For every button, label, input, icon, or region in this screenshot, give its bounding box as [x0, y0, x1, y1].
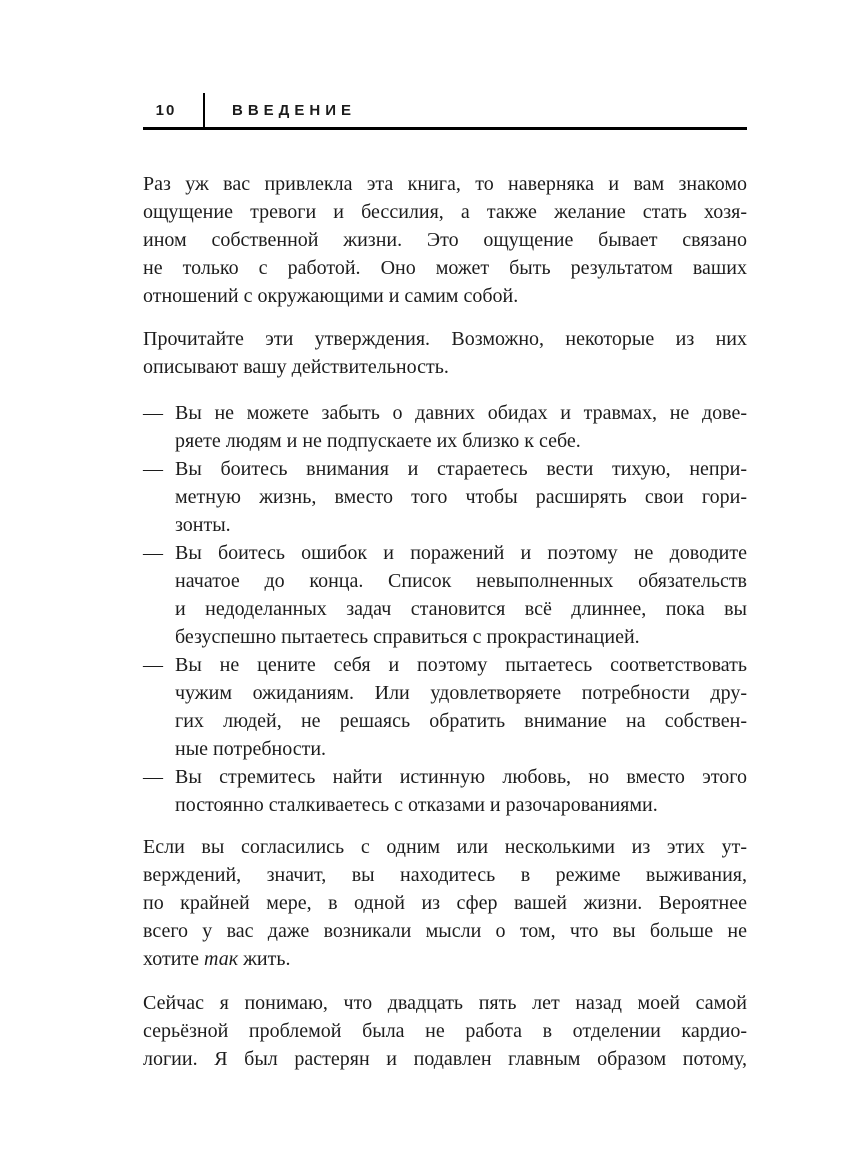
list-dash-marker: — [143, 654, 163, 676]
text-segment: хотите [143, 948, 205, 970]
text-line: гих людей, не решаясь обратить внимание на собствен- [175, 710, 747, 732]
text-line: постоянно сталкиваетесь с отказами и разочарованиями. [175, 794, 658, 816]
page-header [143, 93, 747, 130]
text-line: чужим ожиданиям. Или удовлетворяете потребности дру- [175, 682, 747, 704]
paragraph-survival-mode [143, 833, 747, 973]
list-item-text [175, 651, 747, 763]
text-line: начатое до конца. Список невыполненных обязательств [175, 570, 747, 592]
text-line: метную жизнь, вместо того чтобы расширять свои гори- [175, 486, 747, 508]
text-line: Вы не можете забыть о давних обидах и травмах, не дове- [175, 402, 747, 424]
list-item-text [175, 399, 747, 455]
list-item-text [175, 455, 747, 539]
text-segment: жить. [238, 948, 291, 970]
text-line: не только с работой. Оно может быть результатом ваших [143, 257, 747, 279]
text-line: логии. Я был растерян и подавлен главным образом потому, [143, 1048, 747, 1070]
text-line: Сейчас я понимаю, что двадцать пять лет назад моей самой [143, 992, 747, 1014]
list-item [143, 763, 747, 819]
text-line: всего у вас даже возникали мысли о том, что вы больше не [143, 920, 747, 942]
text-line: зонты. [175, 514, 231, 536]
list-item [143, 651, 747, 763]
list-dash-marker: — [143, 542, 163, 564]
list-item-text [175, 763, 747, 819]
text-line: Вы боитесь ошибок и поражений и поэтому не доводите [175, 542, 747, 564]
page-body-text [143, 170, 747, 1073]
italic-text-segment: так [204, 948, 239, 970]
paragraph-read-statements [143, 325, 747, 381]
text-line: Если вы согласились с одним или несколькими из этих ут- [143, 836, 747, 858]
text-line: безуспешно пытаетесь справиться с прокрастинацией. [175, 626, 640, 648]
text-line: Раз уж вас привлекла эта книга, то наверняка и вам знакомо [143, 173, 747, 195]
list-dash-marker: — [143, 766, 163, 788]
text-line: Вы стремитесь найти истинную любовь, но вместо этого [175, 766, 747, 788]
text-line: и недоделанных задач становится всё длиннее, пока вы [175, 598, 747, 620]
list-dash-marker: — [143, 458, 163, 480]
text-line: описывают вашу действительность. [143, 356, 449, 378]
list-item [143, 399, 747, 455]
text-line: Вы не цените себя и поэтому пытаетесь соответствовать [175, 654, 747, 676]
text-line: ные потребности. [175, 738, 327, 760]
header-title: ВВЕДЕНИЕ [232, 101, 356, 119]
text-line: Прочитайте эти утверждения. Возможно, некоторые из них [143, 328, 747, 350]
text-line: по крайней мере, в одной из сфер вашей жизни. Вероятнее [143, 892, 747, 914]
list-item [143, 455, 747, 539]
paragraph-author-memory [143, 989, 747, 1073]
text-line: ряете людям и не подпускаете их близко к себе. [175, 430, 581, 452]
page-number: 10 [143, 93, 205, 127]
list-item-text [175, 539, 747, 651]
text-line: ощущение тревоги и бессилия, а также желание стать хозя- [143, 201, 747, 223]
text-line [143, 945, 747, 973]
list-dash-marker: — [143, 402, 163, 424]
list-item [143, 539, 747, 651]
text-line: верждений, значит, вы находитесь в режиме выживания, [143, 864, 747, 886]
text-line: отношений с окружающими и самим собой. [143, 285, 519, 307]
text-line: Вы боитесь внимания и стараетесь вести тихую, непри- [175, 458, 747, 480]
statement-list [143, 399, 747, 819]
book-page [143, 93, 747, 1073]
paragraph-intro [143, 170, 747, 310]
text-line: серьёзной проблемой была не работа в отделении кардио- [143, 1020, 747, 1042]
text-line: ином собственной жизни. Это ощущение бывает связано [143, 229, 747, 251]
